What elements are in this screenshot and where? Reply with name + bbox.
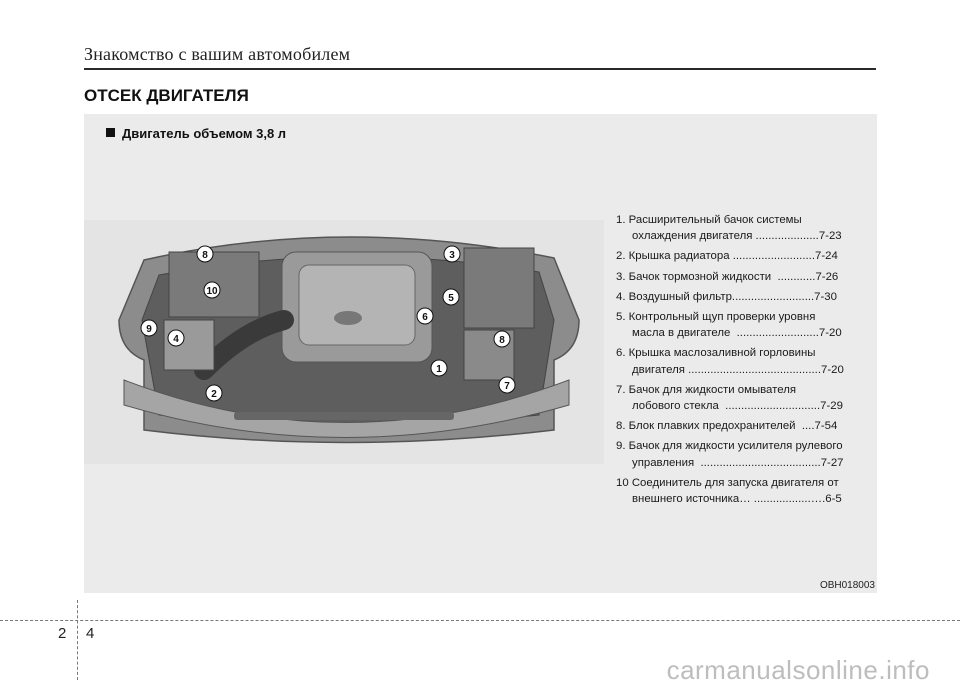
legend-line: управления ......................................7-27 (632, 456, 844, 469)
section-title: ОТСЕК ДВИГАТЕЛЯ (84, 86, 249, 105)
legend-line: внешнего источника… ..................….6-5 (632, 493, 842, 506)
svg-text:8: 8 (499, 335, 505, 346)
legend-line: охлаждения двигателя ....................7-23 (632, 230, 842, 243)
crop-line-vertical (77, 600, 78, 680)
svg-text:10: 10 (206, 286, 218, 297)
legend-line: 1. Расширительный бачок системы (616, 214, 802, 226)
figure-panel (84, 114, 877, 593)
svg-text:7: 7 (504, 381, 510, 392)
page-number: 4 (86, 625, 95, 642)
legend-line: лобового стекла ..............................7-29 (632, 400, 843, 413)
chapter-header: Знакомство с вашим автомобилем (84, 44, 351, 64)
legend-line: 10 Соединитель для запуска двигателя от (616, 476, 839, 489)
legend-item (616, 418, 878, 434)
callout-8-left (197, 246, 213, 262)
callout-3 (444, 246, 460, 262)
svg-text:4: 4 (173, 334, 179, 345)
legend-item (616, 289, 878, 305)
callout-4 (168, 330, 184, 346)
legend-line: 4. Воздушный фильтр..........................7-30 (616, 290, 837, 303)
legend-line: 2. Крышка радиатора ..........................7-24 (616, 250, 838, 263)
figure-subtitle-text: Двигатель объемом 3,8 л (122, 126, 287, 141)
header-rule (84, 68, 876, 70)
legend-line: масла в двигателе ..........................7-20 (632, 327, 842, 340)
legend-line: 3. Бачок тормозной жидкости ............7-26 (616, 270, 839, 283)
legend-item (616, 475, 878, 507)
callout-9 (141, 320, 157, 336)
watermark: carmanualsonline.info (666, 655, 930, 685)
callout-10 (204, 282, 220, 298)
svg-text:6: 6 (422, 312, 428, 323)
legend-item (616, 269, 878, 285)
legend-item (616, 248, 878, 264)
legend-line: 8. Блок плавких предохранителей ....7-54 (616, 420, 838, 433)
callout-7 (499, 377, 515, 393)
legend-item (616, 309, 878, 341)
figure-subtitle (106, 126, 286, 141)
legend-line: двигателя ..........................................7-20 (632, 363, 844, 376)
callout-5 (443, 289, 459, 305)
legend-line: 7. Бачок для жидкости омывателя (616, 383, 797, 396)
component-legend (616, 212, 878, 511)
svg-text:5: 5 (448, 293, 454, 304)
legend-line: 5. Контрольный щуп проверки уровня (616, 311, 816, 324)
legend-item (616, 382, 878, 414)
crop-line-horizontal (0, 620, 960, 621)
square-bullet-icon (106, 128, 115, 137)
callout-1 (431, 360, 447, 376)
legend-line: 9. Бачок для жидкости усилителя рулевого (616, 440, 843, 453)
callout-2 (206, 385, 222, 401)
svg-text:1: 1 (436, 364, 442, 375)
legend-item (616, 212, 878, 244)
legend-item (616, 345, 878, 377)
svg-text:3: 3 (449, 250, 455, 261)
callout-6 (417, 308, 433, 324)
legend-item (616, 438, 878, 470)
callout-8-right (494, 331, 510, 347)
legend-line: 6. Крышка маслозаливной горловины (616, 347, 816, 360)
svg-text:8: 8 (202, 250, 208, 261)
page-section-number: 2 (58, 625, 67, 642)
svg-text:2: 2 (211, 389, 217, 400)
svg-text:9: 9 (146, 324, 152, 335)
figure-ref-code: OBH018003 (819, 580, 875, 591)
engine-bay-illustration (84, 220, 604, 464)
